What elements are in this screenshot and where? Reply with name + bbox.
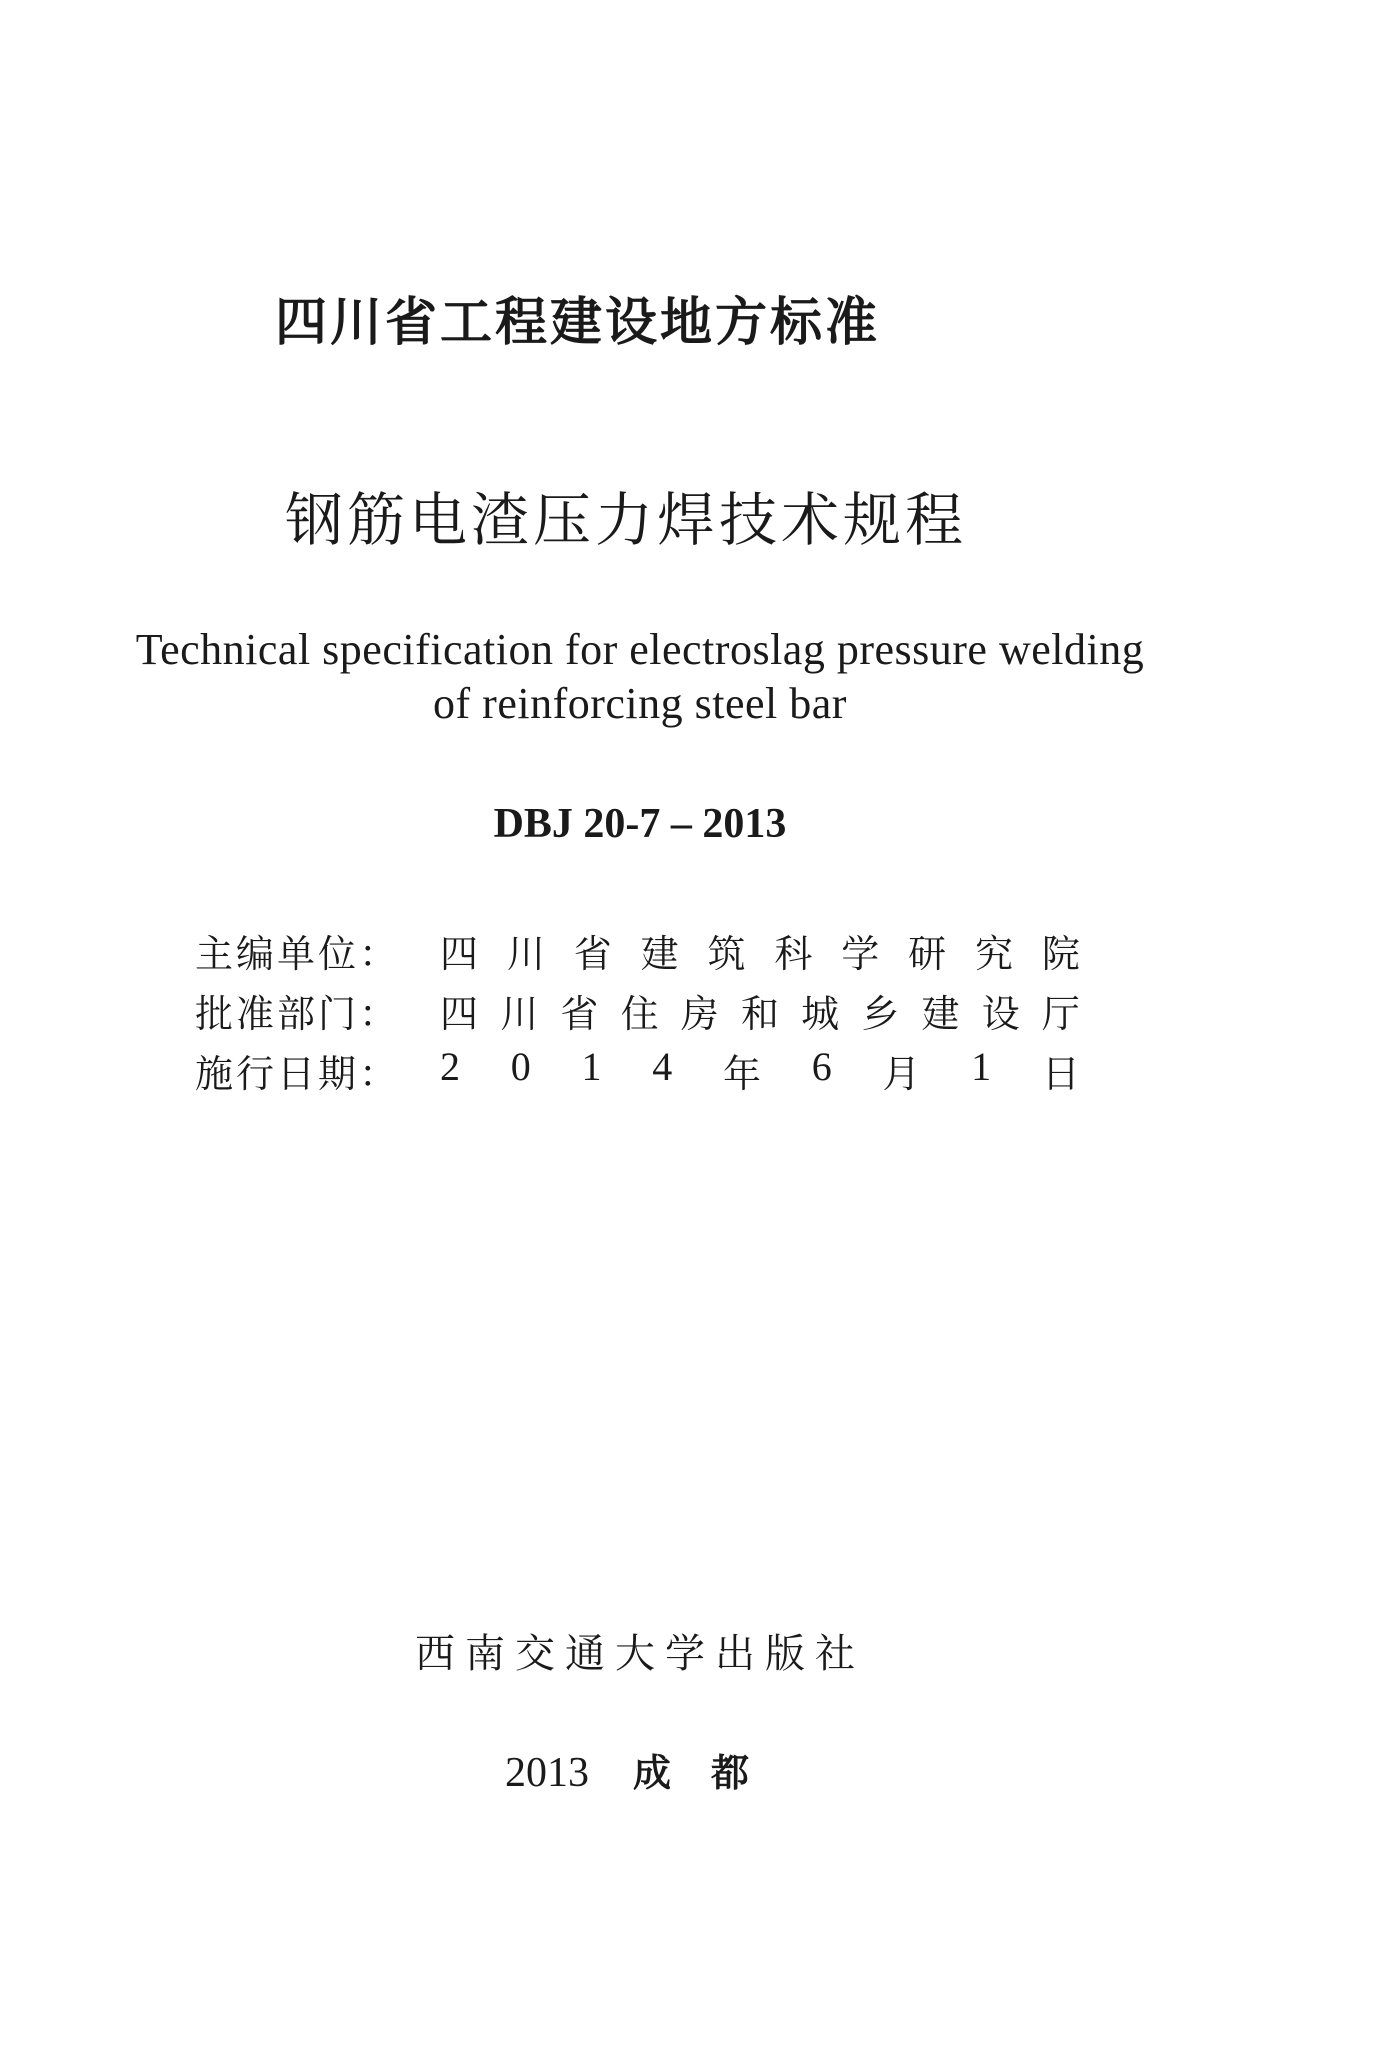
- effective-date-char: 4: [652, 1043, 673, 1089]
- approving-department-char: 厅: [1041, 991, 1080, 1036]
- effective-date-char: 日: [1041, 1051, 1080, 1096]
- effective-date-label: 施行日期：: [195, 1051, 401, 1096]
- effective-date-char: 6: [811, 1043, 832, 1089]
- effective-date-char: 年: [722, 1051, 761, 1096]
- english-title-line-2: of reinforcing steel bar: [433, 679, 847, 728]
- editor-unit-char: 学: [841, 931, 880, 976]
- approving-department-char: 房: [680, 991, 719, 1036]
- effective-date-row: [195, 1045, 1080, 1095]
- publication-city: 成都: [633, 1751, 790, 1795]
- document-title-english: [60, 623, 1220, 731]
- effective-date-char: 2: [440, 1043, 460, 1089]
- approving-department-char: 乡: [861, 991, 900, 1036]
- approving-department-char: 川: [500, 991, 539, 1036]
- standard-code: DBJ 20-7 – 2013: [493, 801, 787, 847]
- approving-department-char: 设: [981, 991, 1020, 1036]
- approving-department-char: 四: [440, 991, 479, 1036]
- approving-department-char: 城: [801, 991, 840, 1036]
- english-title-line-1: Technical specification for electroslag pressure welding: [135, 625, 1145, 674]
- approving-department-char: 建: [921, 991, 960, 1036]
- approving-department-value: [440, 983, 1080, 1038]
- editor-unit-char: 省: [573, 931, 612, 976]
- standard-series-title: 四川省工程建设地方标准: [275, 293, 881, 353]
- publisher-name: 西南交通大学出版社: [415, 1631, 865, 1677]
- editor-unit-label: 主编单位：: [195, 931, 401, 976]
- effective-date-char: 月: [882, 1051, 921, 1096]
- approving-department-char: 省: [560, 991, 599, 1036]
- effective-date-char: 0: [510, 1043, 531, 1089]
- imprint: [505, 1742, 789, 1797]
- document-title-chinese: 钢筋电渣压力焊技术规程: [285, 486, 968, 554]
- editor-unit-char: 研: [908, 931, 947, 976]
- approving-department-char: 和: [740, 991, 779, 1036]
- editor-unit-char: 川: [506, 931, 545, 976]
- effective-date-char: 1: [971, 1043, 992, 1089]
- publication-year: 2013: [505, 1750, 589, 1796]
- effective-date-char: 1: [581, 1043, 602, 1089]
- editor-unit-char: 究: [975, 931, 1014, 976]
- editor-unit-char: 科: [774, 931, 813, 976]
- editor-unit-char: 四: [440, 931, 479, 976]
- editor-unit-char: 筑: [707, 931, 746, 976]
- editor-unit-row: [195, 925, 1080, 975]
- editor-unit-char: 院: [1041, 931, 1080, 976]
- approving-department-char: 住: [620, 991, 659, 1036]
- effective-date-value: [440, 1043, 1080, 1098]
- editor-unit-value: [440, 923, 1080, 978]
- approving-department-row: [195, 985, 1080, 1035]
- editor-unit-char: 建: [640, 931, 679, 976]
- approving-department-label: 批准部门：: [195, 991, 401, 1036]
